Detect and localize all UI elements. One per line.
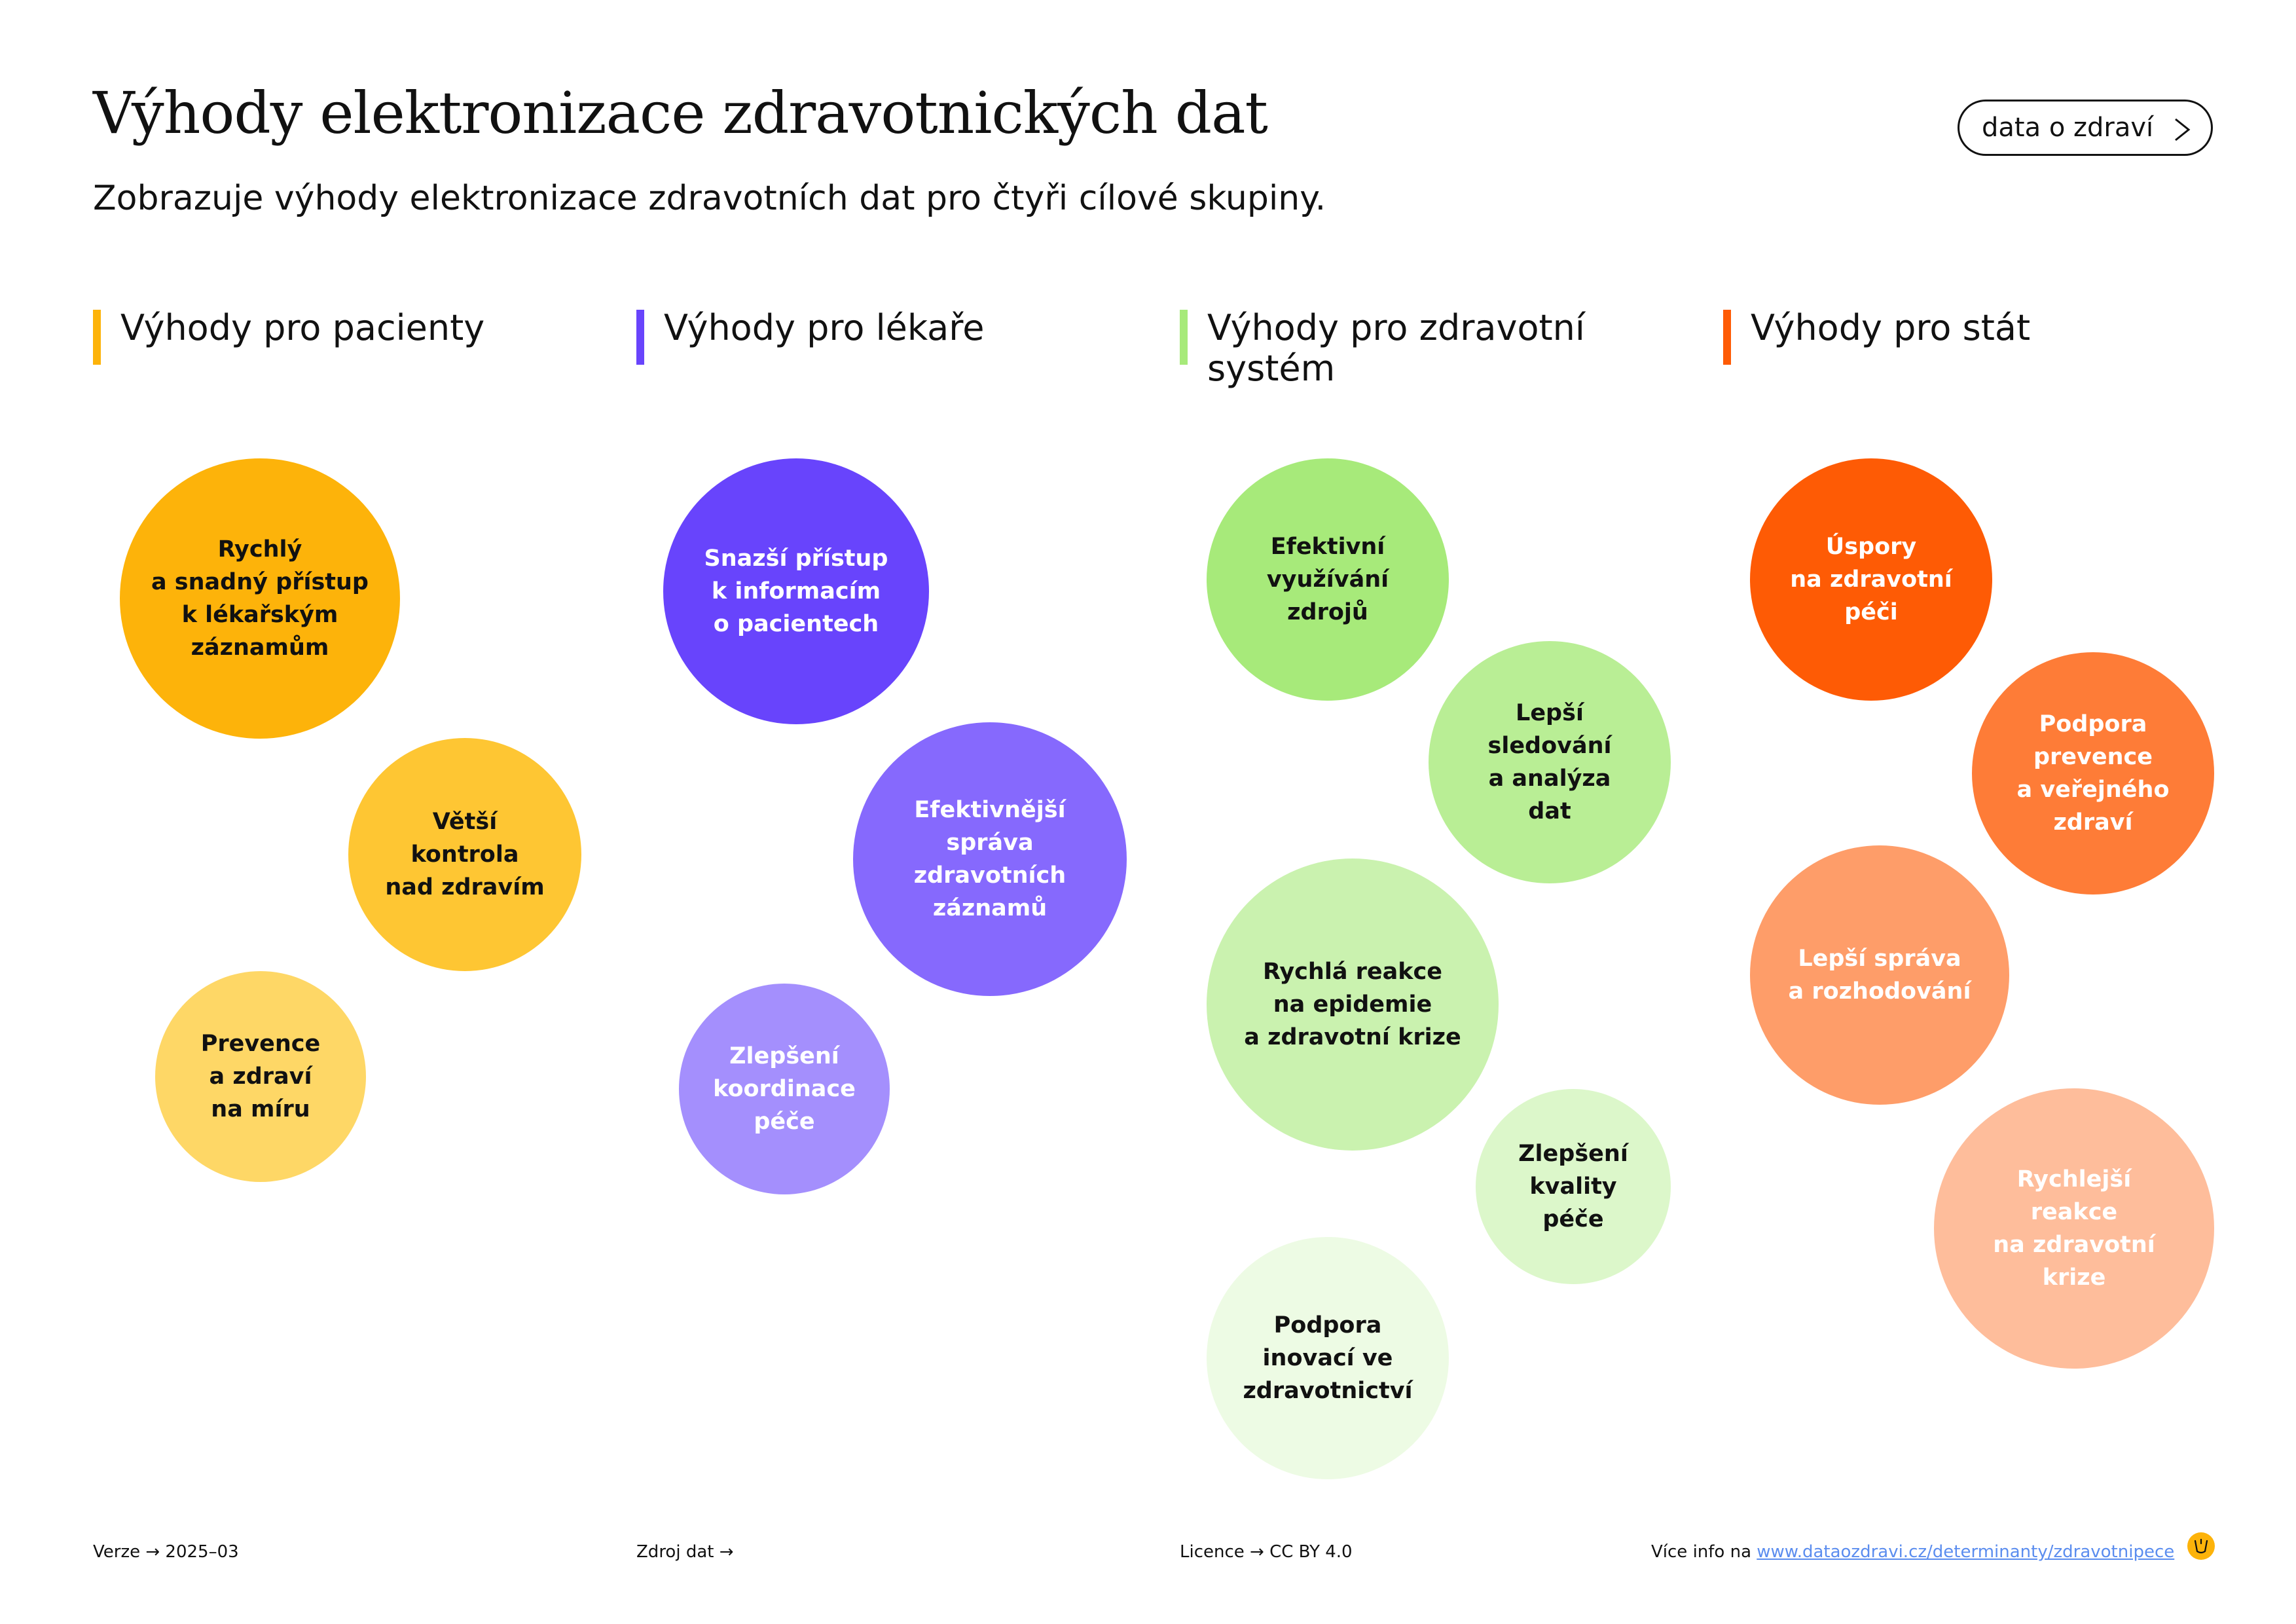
accent-bar [93,310,101,365]
group-label: Výhody pro lékaře [664,307,985,348]
data-o-zdravi-button[interactable] [1958,100,2213,156]
bubble-crisis-reaction: Rychlejší reakce na zdravotní krize [1934,1088,2214,1369]
accent-bar [1180,310,1188,365]
group-header-health-system [1180,308,1664,399]
bubble-health-control: Větší kontrola nad zdravím [348,738,581,971]
page-subtitle: Zobrazuje výhody elektronizace zdravotních dat pro čtyři cílové skupiny. [93,179,1326,218]
page-title: Výhody elektronizace zdravotnických dat [93,79,1267,147]
more-info-link[interactable]: www.dataozdravi.cz/determinanty/zdravotnipece [1757,1542,2175,1562]
bubble-public-health-prevention: Podpora prevence a veřejného zdraví [1972,652,2214,895]
accent-bar [636,310,644,365]
bubble-resource-efficiency: Efektivní využívání zdrojů [1207,458,1449,701]
footer-source[interactable]: Zdroj dat → [636,1542,734,1562]
bubble-records-management: Efektivnější správa zdravotních záznamů [853,722,1127,996]
group-label: Výhody pro zdravotní systém [1207,307,1585,389]
bubble-care-savings: Úspory na zdravotní péči [1750,458,1992,701]
bubble-fast-access-records: Rychlý a snadný přístup k lékařským záznamům [120,458,400,739]
footer-version: Verze → 2025–03 [93,1542,239,1562]
group-header-state [1723,308,2208,399]
group-label: Výhody pro pacienty [120,307,485,348]
accent-bar [1723,310,1731,365]
chevron-right-icon [2172,117,2193,142]
group-header-doctors [636,308,1121,399]
bubble-innovation-support: Podpora inovací ve zdravotnictví [1207,1237,1449,1479]
bubble-personal-prevention: Prevence a zdraví na míru [155,971,366,1182]
footer-license: Licence → CC BY 4.0 [1180,1542,1353,1562]
more-info-prefix: Více info na [1651,1542,1757,1562]
footer-more-info [1651,1540,2174,1564]
group-label: Výhody pro stát [1751,307,2031,348]
bubble-management-decisions: Lepší správa a rozhodování [1750,845,2009,1105]
bubble-patient-info-access: Snazší přístup k informacím o pacientech [663,458,929,724]
bubble-crisis-response: Rychlá reakce na epidemie a zdravotní krize [1207,858,1499,1151]
group-header-patients [93,308,577,399]
bubble-care-coordination: Zlepšení koordinace péče [679,984,890,1194]
bubble-care-quality: Zlepšení kvality péče [1476,1089,1671,1284]
tag-button-label: data o zdraví [1982,113,2154,143]
smiley-logo-icon [2187,1532,2215,1560]
bubble-data-analysis: Lepší sledování a analýza dat [1429,641,1671,883]
